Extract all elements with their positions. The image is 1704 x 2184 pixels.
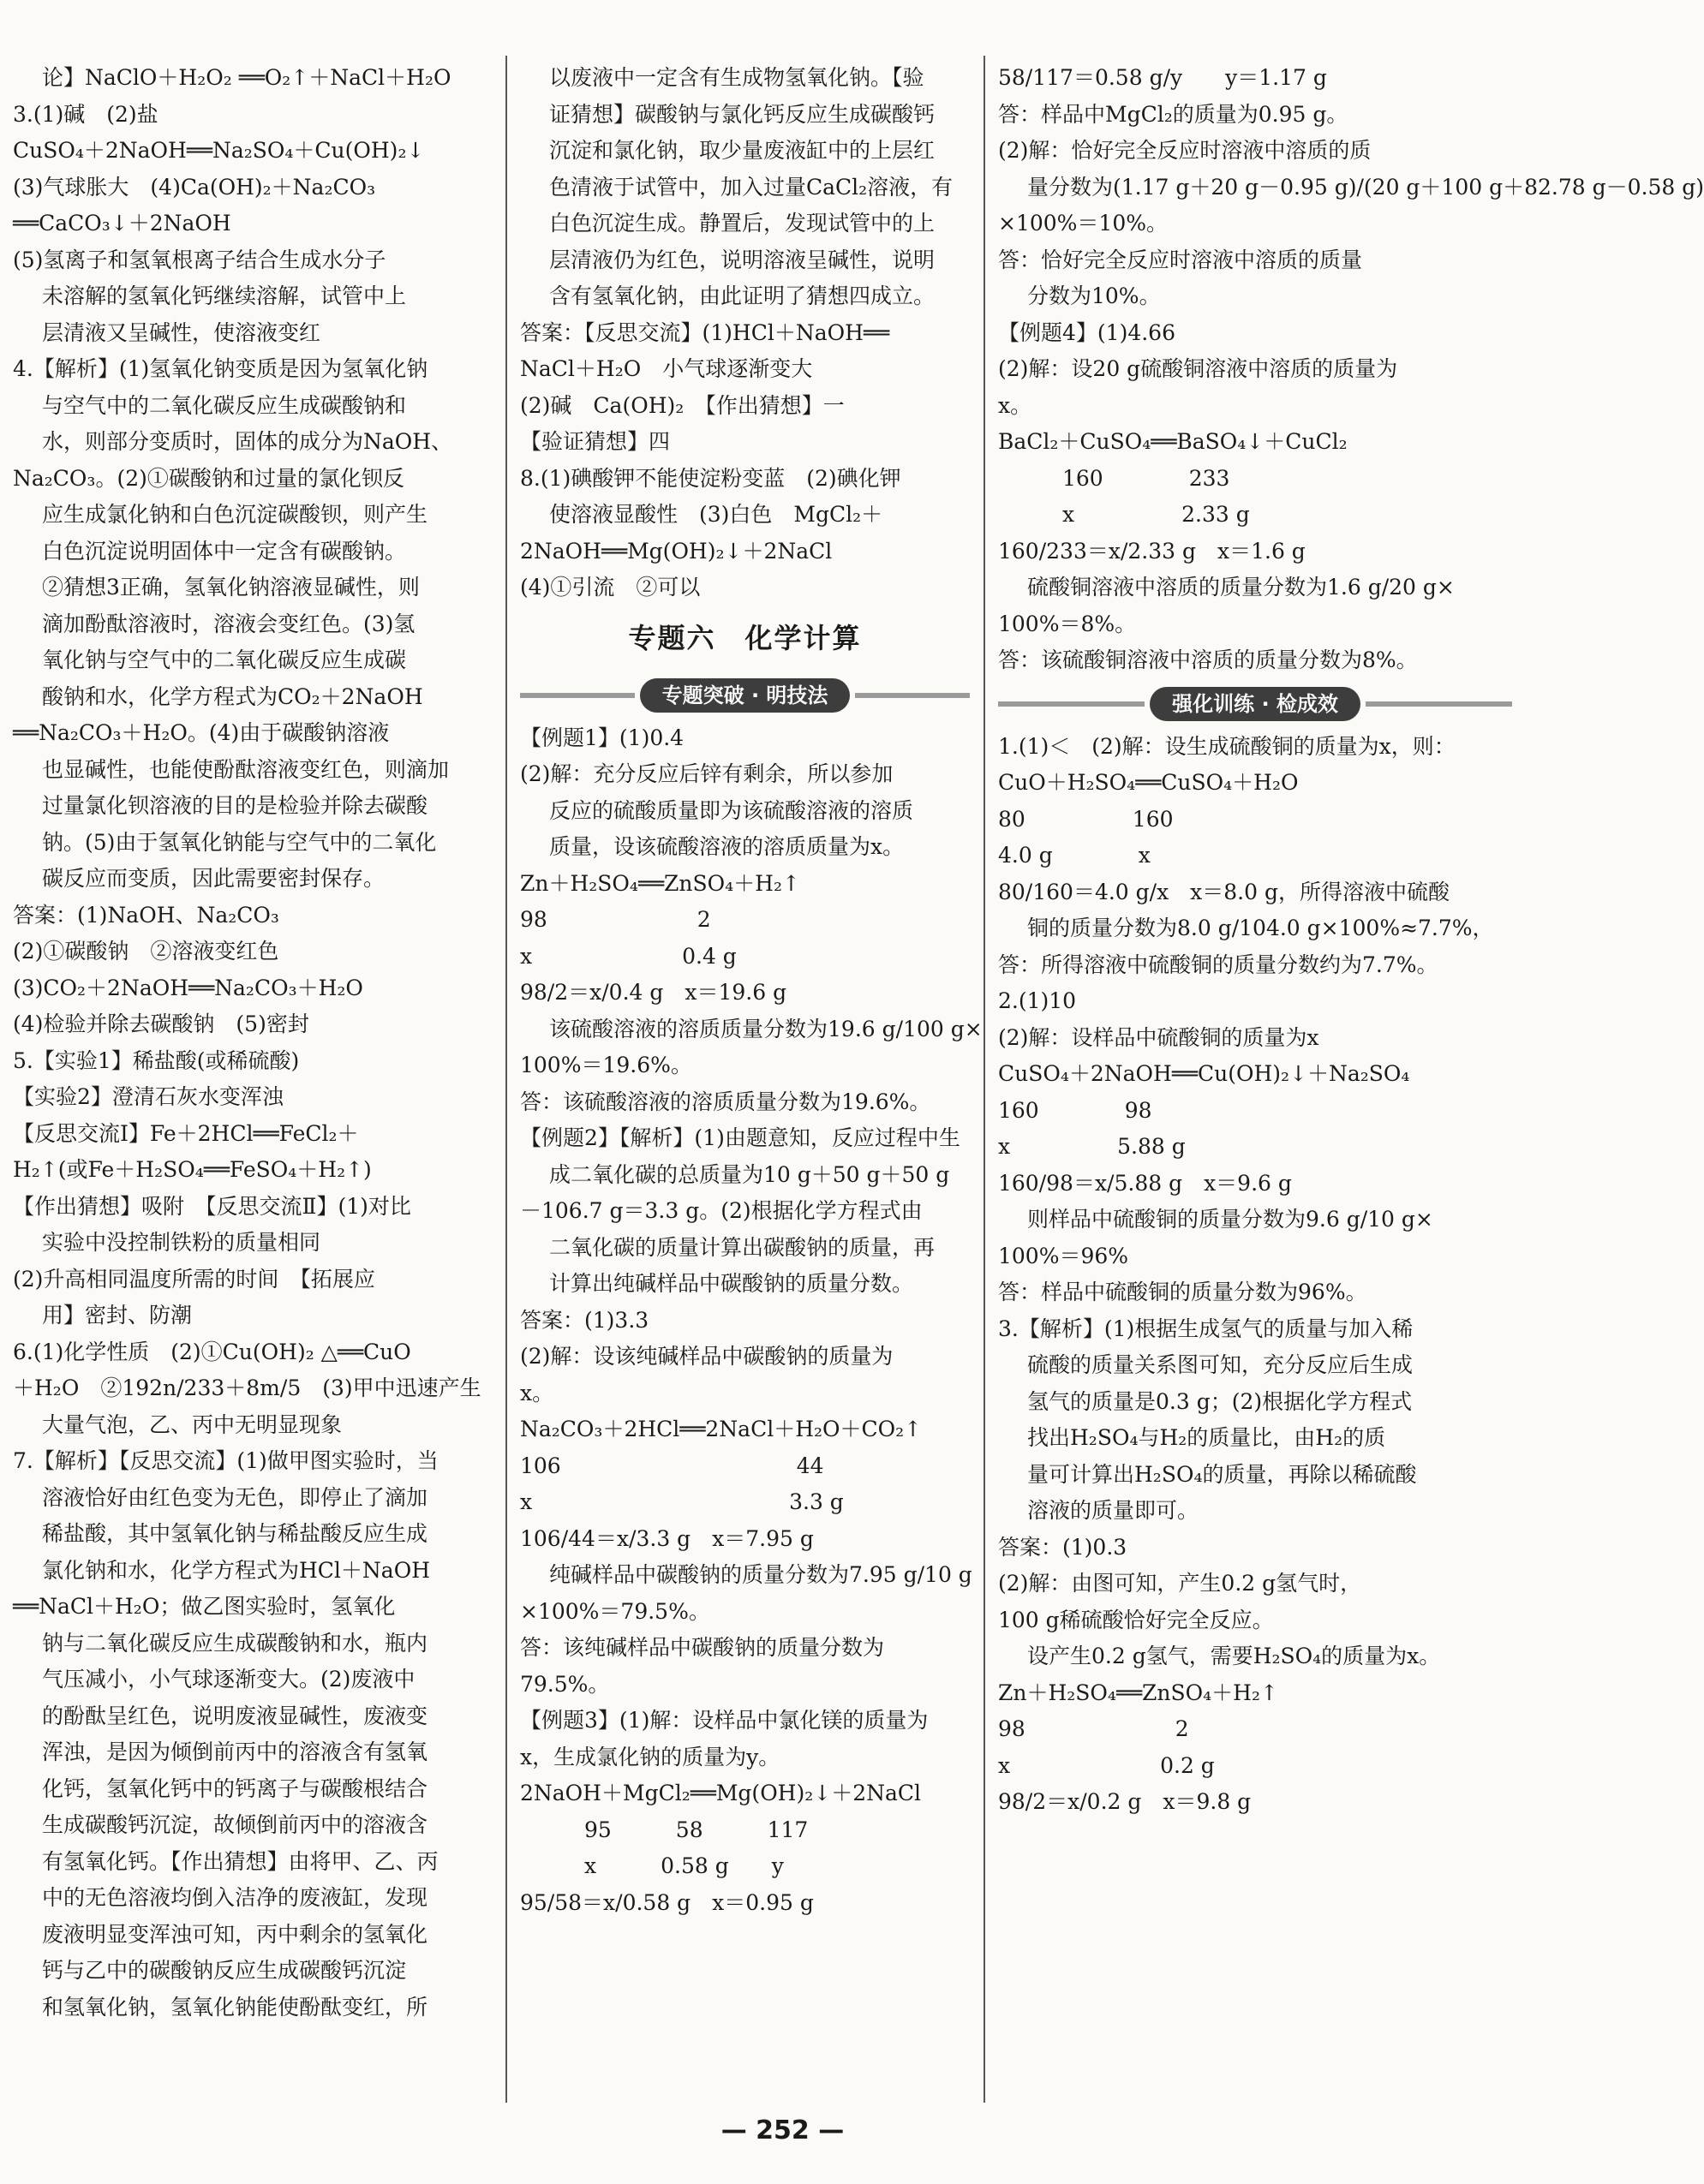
text-line: 160 98	[998, 1097, 1152, 1123]
text-line: 有氢氧化钙。【作出猜想】由将甲、乙、丙	[42, 1848, 439, 1874]
text-line: ══NaCl＋H₂O；做乙图实验时，氢氧化	[13, 1594, 396, 1619]
section-title: 专题六 化学计算	[628, 621, 862, 654]
text-line: 量可计算出H₂SO₄的质量，再除以稀硫酸	[1027, 1461, 1417, 1487]
text-line: 设产生0.2 g氢气，需要H₂SO₄的质量为x。	[1027, 1644, 1441, 1668]
text-line: BaCl₂＋CuSO₄══BaSO₄↓＋CuCl₂	[998, 429, 1348, 454]
text-line: x，生成氯化钠的质量为y。	[520, 1744, 780, 1769]
banner-bar-left	[520, 693, 635, 698]
text-line: 稀盐酸，其中氢氧化钠与稀盐酸反应生成	[42, 1521, 428, 1546]
banner-label: 专题突破 · 明技法	[640, 678, 851, 713]
text-line: x 0.4 g	[520, 943, 737, 969]
text-line: NaCl＋H₂O 小气球逐渐变大	[520, 356, 813, 381]
text-line: 废液明显变浑浊可知，丙中剩余的氢氧化	[42, 1921, 428, 1947]
text-line: ×100%＝79.5%。	[520, 1598, 710, 1624]
text-line: (2)解：设20 g硫酸铜溶液中溶质的质量为	[998, 356, 1398, 381]
text-line: 中的无色溶液均倒入洁净的废液缸，发现	[42, 1885, 428, 1910]
text-line: 【例题4】(1)4.66	[998, 319, 1175, 345]
text-line: 分数为10%。	[1027, 283, 1161, 308]
text-line: ══CaCO₃↓＋2NaOH	[13, 211, 231, 236]
text-line: 答：该纯碱样品中碳酸钠的质量分数为	[520, 1635, 885, 1660]
text-line: 【作出猜想】吸附 【反思交流Ⅱ】(1)对比	[13, 1193, 411, 1219]
text-line: 95/58＝x/0.58 g x＝0.95 g	[520, 1889, 814, 1915]
text-line: 答：该硫酸溶液的溶质质量分数为19.6%。	[520, 1089, 931, 1114]
text-line: x。	[520, 1380, 554, 1405]
text-line: 2NaOH＋MgCl₂══Mg(OH)₂↓＋2NaCl	[520, 1781, 922, 1805]
text-line: 2.(1)10	[998, 988, 1077, 1013]
text-line: 证猜想】碳酸钠与氯化钙反应生成碳酸钙	[549, 101, 936, 127]
text-line: 层清液又呈碱性，使溶液变红	[42, 319, 321, 345]
text-line: 含有氢氧化钠，由此证明了猜想四成立。	[549, 283, 936, 308]
text-line: 使溶液显酸性 (3)白色 MgCl₂＋	[549, 502, 883, 527]
text-line: CuSO₄＋2NaOH══Na₂SO₄＋Cu(OH)₂↓	[13, 138, 425, 163]
text-line: 与空气中的二氧化碳反应生成碳酸钠和	[42, 392, 407, 418]
text-line: 硫酸铜溶液中溶质的质量分数为1.6 g/20 g×	[1027, 575, 1455, 600]
text-line: CuO＋H₂SO₄══CuSO₄＋H₂O	[998, 770, 1299, 795]
text-line: 沉淀和氯化钠，取少量废液缸中的上层红	[549, 138, 936, 163]
text-line: 1.(1)＜ (2)解：设生成硫酸铜的质量为x，则：	[998, 733, 1456, 759]
text-line: 气压减小，小气球逐渐变大。(2)废液中	[42, 1667, 416, 1692]
text-line: 答案：【反思交流】(1)HCl＋NaOH══	[520, 319, 890, 345]
text-line: 95 58 117	[520, 1817, 809, 1842]
text-line: 和氢氧化钠，氢氧化钠能使酚酞变红，所	[42, 1994, 428, 2020]
text-line: 答案：(1)NaOH、Na₂CO₃	[13, 902, 279, 928]
text-line: 8.(1)碘酸钾不能使淀粉变蓝 (2)碘化钾	[520, 465, 901, 491]
text-line: (2)升高相同温度所需的时间 【拓展应	[13, 1266, 375, 1292]
text-line: x 2.33 g	[998, 502, 1250, 527]
text-line: CuSO₄＋2NaOH══Cu(OH)₂↓＋Na₂SO₄	[998, 1061, 1410, 1086]
text-line: 白色沉淀生成。静置后，发现试管中的上	[549, 211, 936, 236]
text-line: 水，则部分变质时，固体的成分为NaOH、	[42, 429, 453, 454]
text-line: 160/233＝x/2.33 g x＝1.6 g	[998, 538, 1306, 564]
text-line: 应生成氯化钠和白色沉淀碳酸钡，则产生	[42, 502, 428, 527]
text-line: 色清液于试管中，加入过量CaCl₂溶液，有	[549, 174, 954, 200]
text-line: 98 2	[520, 907, 711, 932]
text-line: (4)检验并除去碳酸钠 (5)密封	[13, 1011, 309, 1036]
text-line: 6.(1)化学性质 (2)①Cu(OH)₂ △══CuO	[13, 1339, 411, 1364]
text-line: 160/98＝x/5.88 g x＝9.6 g	[998, 1170, 1292, 1196]
text-line: (4)①引流 ②可以	[520, 575, 701, 600]
text-line: 答：该硫酸铜溶液中溶质的质量分数为8%。	[998, 647, 1418, 672]
text-line: 反应的硫酸质量即为该硫酸溶液的溶质	[549, 797, 914, 823]
text-line: 答：样品中硫酸铜的质量分数为96%。	[998, 1280, 1367, 1304]
text-line: x 5.88 g	[998, 1134, 1186, 1159]
column-divider-left	[505, 56, 507, 2103]
text-line: (2)解：由图可知，产生0.2 g氢气时，	[998, 1571, 1362, 1596]
text-line: 论】NaClO＋H₂O₂ ══O₂↑＋NaCl＋H₂O	[42, 65, 451, 90]
text-line: 该硫酸溶液的溶质质量分数为19.6 g/100 g×	[549, 1016, 983, 1041]
text-line: 答：所得溶液中硫酸铜的质量分数约为7.7%。	[998, 952, 1438, 977]
banner-bar-right	[855, 693, 970, 698]
text-line: 58/117＝0.58 g/y y＝1.17 g	[998, 65, 1327, 90]
text-line: 80/160＝4.0 g/x x＝8.0 g，所得溶液中硫酸	[998, 879, 1450, 904]
section-banner-2	[998, 684, 1512, 724]
column-2-top-text	[520, 60, 970, 606]
page-number: — 252 —	[720, 2115, 845, 2145]
text-line: 硫酸的质量关系图可知，充分反应后生成	[1027, 1352, 1414, 1377]
text-line: 的酚酞呈红色，说明废液显碱性，废液变	[42, 1703, 428, 1728]
text-line: 化钙，氢氧化钙中的钙离子与碳酸根结合	[42, 1775, 428, 1801]
text-line: 106 44	[520, 1453, 824, 1478]
text-line: 溶液恰好由红色变为无色，即停止了滴加	[42, 1484, 428, 1510]
text-line: 生成碳酸钙沉淀，故倾倒前丙中的溶液含	[42, 1812, 428, 1837]
column-2-bottom-text	[520, 720, 983, 1922]
text-line: 铜的质量分数为8.0 g/104.0 g×100%≈7.7%，	[1027, 916, 1494, 940]
column-divider-right	[984, 56, 985, 2103]
text-line: 100%＝19.6%。	[520, 1053, 692, 1077]
text-line: Na₂CO₃。(2)①碳酸钠和过量的氯化钡反	[13, 465, 404, 491]
text-line: 100 g稀硫酸恰好完全反应。	[998, 1607, 1274, 1632]
text-line: 溶液的质量即可。	[1027, 1498, 1199, 1523]
text-line: ②猜想3正确，氢氧化钠溶液显碱性，则	[42, 575, 420, 600]
text-line: ×100%＝10%。	[998, 211, 1168, 236]
text-line: 3.(1)碱 (2)盐	[13, 101, 158, 127]
banner-bar-left	[998, 701, 1145, 707]
text-line: 钙与乙中的碳酸钠反应生成碳酸钙沉淀	[42, 1958, 407, 1983]
text-line: (3)CO₂＋2NaOH══Na₂CO₃＋H₂O	[13, 975, 363, 1000]
text-line: 纯碱样品中碳酸钠的质量分数为7.95 g/10 g	[549, 1562, 972, 1587]
text-line: Zn＋H₂SO₄══ZnSO₄＋H₂↑	[520, 870, 800, 896]
text-line: (5)氢离子和氢氧根离子结合生成水分子	[13, 247, 386, 272]
text-line: Na₂CO₃＋2HCl══2NaCl＋H₂O＋CO₂↑	[520, 1417, 923, 1441]
text-line: 找出H₂SO₄与H₂的质量比，由H₂的质	[1027, 1425, 1386, 1450]
text-line: (2)解：设样品中硫酸铜的质量为x	[998, 1024, 1319, 1050]
text-line: ══Na₂CO₃＋H₂O。(4)由于碳酸钠溶液	[13, 720, 390, 745]
text-line: 4.0 g x	[998, 843, 1151, 868]
text-line: 用】密封、防潮	[42, 1303, 193, 1328]
text-line: 2NaOH══Mg(OH)₂↓＋2NaCl	[520, 538, 833, 564]
text-line: 也显碱性，也能使酚酞溶液变红色，则滴加	[42, 756, 450, 782]
text-line: H₂↑(或Fe＋H₂SO₄══FeSO₄＋H₂↑)	[13, 1157, 372, 1182]
text-line: 滴加酚酞溶液时，溶液会变红色。(3)氢	[42, 611, 416, 636]
column-3-exercises	[998, 729, 1512, 1821]
text-line: 【例题2】【解析】(1)由题意知，反应过程中生	[520, 1125, 960, 1150]
text-line: 白色沉淀说明固体中一定含有碳酸钠。	[42, 538, 407, 564]
text-line: 氧化钠与空气中的二氧化碳反应生成碳	[42, 647, 407, 672]
text-line: (2)①碳酸钠 ②溶液变红色	[13, 939, 279, 964]
text-line: 二氧化碳的质量计算出碳酸钠的质量，再	[549, 1234, 936, 1260]
text-line: 【反思交流Ⅰ】Fe＋2HCl══FeCl₂＋	[13, 1120, 359, 1146]
banner-label: 强化训练 · 检成效	[1150, 687, 1360, 721]
text-line: 浑浊，是因为倾倒前丙中的溶液含有氢氧	[42, 1739, 428, 1764]
text-line: －106.7 g＝3.3 g。(2)根据化学方程式由	[520, 1198, 923, 1223]
text-line: 氯化钠和水，化学方程式为HCl＋NaOH	[42, 1557, 431, 1583]
text-line: 大量气泡，乙、丙中无明显现象	[42, 1411, 343, 1437]
text-line: (2)解：设该纯碱样品中碳酸钠的质量为	[520, 1344, 894, 1369]
text-line: 钠与二氧化碳反应生成碳酸钠和水，瓶内	[42, 1630, 428, 1656]
text-line: 98/2＝x/0.2 g x＝9.8 g	[998, 1789, 1252, 1814]
text-line: 98 2	[998, 1716, 1189, 1741]
column-3	[998, 60, 1704, 1821]
text-line: 100%＝8%。	[998, 611, 1137, 636]
text-line: (2)解：恰好完全反应时溶液中溶质的质	[998, 138, 1372, 163]
text-line: x 0.58 g y	[520, 1853, 784, 1878]
column-1	[13, 60, 488, 2026]
text-line: 过量氯化钡溶液的目的是检验并除去碳酸	[42, 793, 428, 818]
text-line: 3.【解析】(1)根据生成氢气的质量与加入稀	[998, 1316, 1414, 1341]
text-line: 106/44＝x/3.3 g x＝7.95 g	[520, 1525, 814, 1551]
text-line: 80 160	[998, 806, 1174, 832]
text-line: 未溶解的氢氧化钙继续溶解，试管中上	[42, 283, 407, 308]
text-line: 则样品中硫酸铜的质量分数为9.6 g/10 g×	[1027, 1207, 1433, 1232]
text-line: 计算出纯碱样品中碳酸钠的质量分数。	[549, 1271, 914, 1296]
text-line: 4.【解析】(1)氢氧化钠变质是因为氢氧化钠	[13, 356, 428, 381]
text-line: 酸钠和水，化学方程式为CO₂＋2NaOH	[42, 683, 423, 709]
text-line: (3)气球胀大 (4)Ca(OH)₂＋Na₂CO₃	[13, 174, 376, 200]
text-line: 答：恰好完全反应时溶液中溶质的质量	[998, 247, 1363, 272]
text-line: 层清液仍为红色，说明溶液呈碱性，说明	[549, 247, 936, 272]
text-line: 7.【解析】【反思交流】(1)做甲图实验时，当	[13, 1448, 439, 1473]
text-line: x 0.2 g	[998, 1752, 1215, 1778]
text-line: Zn＋H₂SO₄══ZnSO₄＋H₂↑	[998, 1680, 1278, 1705]
text-line: 成二氧化碳的总质量为10 g＋50 g＋50 g	[549, 1161, 950, 1187]
text-line: 钠。(5)由于氢氧化钠能与空气中的二氧化	[42, 829, 437, 855]
section-banner-1	[520, 676, 970, 715]
text-line: 质量，设该硫酸溶液的溶质质量为x。	[549, 834, 905, 859]
text-line: 【例题1】(1)0.4	[520, 725, 685, 750]
text-line: 5.【实验1】稀盐酸(或稀硫酸)	[13, 1047, 300, 1073]
text-line: 氢气的质量是0.3 g；(2)根据化学方程式	[1027, 1388, 1413, 1414]
column-3-examples	[998, 60, 1704, 679]
text-line: ＋H₂O ②192n/233＋8m/5 (3)甲中迅速产生	[13, 1375, 481, 1400]
text-line: (2)解：充分反应后锌有剩余，所以参加	[520, 761, 894, 786]
text-line: 160 233	[998, 465, 1230, 491]
text-line: 79.5%。	[520, 1671, 610, 1697]
text-line: 答：样品中MgCl₂的质量为0.95 g。	[998, 101, 1348, 127]
text-line: 答案：(1)3.3	[520, 1307, 649, 1333]
text-line: x。	[998, 392, 1032, 418]
text-line: 答案：(1)0.3	[998, 1534, 1127, 1560]
text-line: 实验中没控制铁粉的质量相同	[42, 1230, 321, 1255]
text-line: 98/2＝x/0.4 g x＝19.6 g	[520, 980, 787, 1005]
text-line: 【验证猜想】四	[520, 429, 671, 454]
text-line: x 3.3 g	[520, 1489, 844, 1514]
text-line: 【实验2】澄清石灰水变浑浊	[13, 1084, 284, 1109]
text-line: 【例题3】(1)解：设样品中氯化镁的质量为	[520, 1708, 929, 1733]
text-line: (2)碱 Ca(OH)₂ 【作出猜想】一	[520, 392, 845, 418]
column-2	[520, 60, 983, 1921]
text-line: 碳反应而变质，因此需要密封保存。	[42, 866, 386, 891]
text-line: 100%＝96%	[998, 1243, 1129, 1268]
text-line: 量分数为(1.17 g＋20 g－0.95 g)/(20 g＋100 g＋82.78 g－0.58 g)	[1027, 174, 1704, 200]
text-line: 以废液中一定含有生成物氢氧化钠。【验	[549, 65, 924, 90]
banner-bar-right	[1366, 701, 1512, 707]
